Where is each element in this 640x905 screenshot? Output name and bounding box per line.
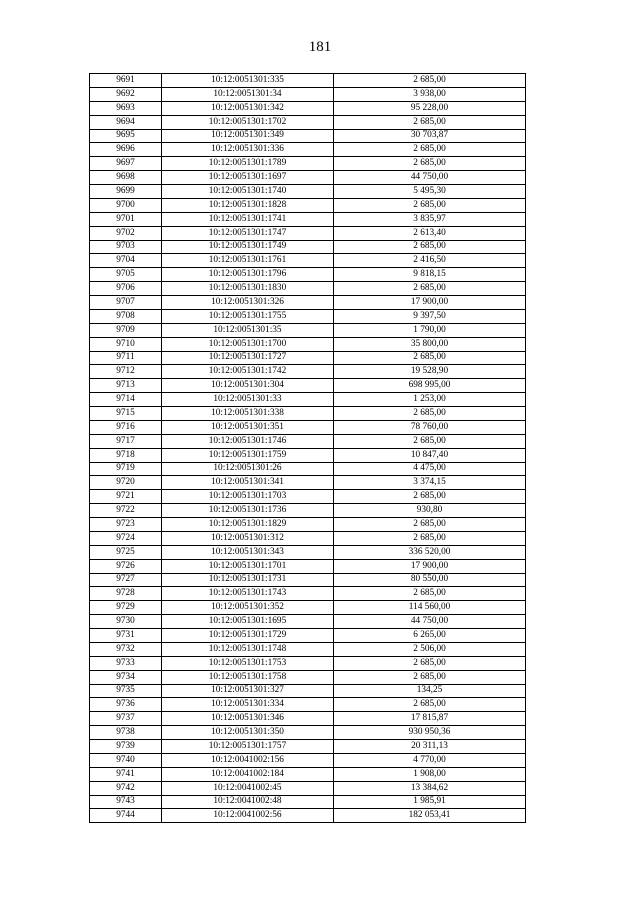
cadastral-value-cell: 114 560,00 bbox=[334, 601, 526, 615]
row-number-cell: 9691 bbox=[90, 74, 162, 88]
cadastral-number-cell: 10:12:0051301:26 bbox=[162, 462, 334, 476]
cadastral-number-cell: 10:12:0051301:1731 bbox=[162, 573, 334, 587]
table-row bbox=[90, 226, 526, 240]
cadastral-number-cell: 10:12:0051301:1727 bbox=[162, 351, 334, 365]
row-number-cell: 9742 bbox=[90, 781, 162, 795]
row-number-cell: 9717 bbox=[90, 434, 162, 448]
table-row bbox=[90, 393, 526, 407]
table-row bbox=[90, 740, 526, 754]
table-row bbox=[90, 684, 526, 698]
table-row bbox=[90, 434, 526, 448]
cadastral-value-cell: 3 835,97 bbox=[334, 212, 526, 226]
row-number-cell: 9740 bbox=[90, 753, 162, 767]
cadastral-value-cell: 19 528,90 bbox=[334, 365, 526, 379]
cadastral-number-cell: 10:12:0051301:341 bbox=[162, 476, 334, 490]
cadastral-number-cell: 10:12:0051301:352 bbox=[162, 601, 334, 615]
cadastral-number-cell: 10:12:0051301:1736 bbox=[162, 504, 334, 518]
cadastral-value-cell: 44 750,00 bbox=[334, 171, 526, 185]
cadastral-value-cell: 4 475,00 bbox=[334, 462, 526, 476]
cadastral-value-cell: 2 685,00 bbox=[334, 434, 526, 448]
cadastral-value-cell: 17 815,87 bbox=[334, 712, 526, 726]
table-row bbox=[90, 157, 526, 171]
table-row bbox=[90, 143, 526, 157]
row-number-cell: 9736 bbox=[90, 698, 162, 712]
row-number-cell: 9695 bbox=[90, 129, 162, 143]
row-number-cell: 9706 bbox=[90, 282, 162, 296]
table-row bbox=[90, 171, 526, 185]
cadastral-number-cell: 10:12:0051301:338 bbox=[162, 407, 334, 421]
row-number-cell: 9697 bbox=[90, 157, 162, 171]
cadastral-number-cell: 10:12:0051301:1697 bbox=[162, 171, 334, 185]
cadastral-value-cell: 2 613,40 bbox=[334, 226, 526, 240]
cadastral-number-cell: 10:12:0051301:1829 bbox=[162, 518, 334, 532]
table-row bbox=[90, 212, 526, 226]
table-row bbox=[90, 351, 526, 365]
cadastral-number-cell: 10:12:0041002:184 bbox=[162, 767, 334, 781]
table-row bbox=[90, 545, 526, 559]
row-number-cell: 9698 bbox=[90, 171, 162, 185]
row-number-cell: 9734 bbox=[90, 670, 162, 684]
table-row bbox=[90, 296, 526, 310]
row-number-cell: 9722 bbox=[90, 504, 162, 518]
table-row bbox=[90, 420, 526, 434]
cadastral-value-cell: 1 908,00 bbox=[334, 767, 526, 781]
cadastral-value-cell: 95 228,00 bbox=[334, 101, 526, 115]
row-number-cell: 9696 bbox=[90, 143, 162, 157]
cadastral-value-cell: 336 520,00 bbox=[334, 545, 526, 559]
table-row bbox=[90, 407, 526, 421]
table-row bbox=[90, 601, 526, 615]
row-number-cell: 9707 bbox=[90, 296, 162, 310]
table-row bbox=[90, 670, 526, 684]
table-row bbox=[90, 115, 526, 129]
cadastral-value-cell: 80 550,00 bbox=[334, 573, 526, 587]
cadastral-number-cell: 10:12:0051301:1701 bbox=[162, 559, 334, 573]
cadastral-number-cell: 10:12:0051301:1702 bbox=[162, 115, 334, 129]
table-row bbox=[90, 656, 526, 670]
cadastral-number-cell: 10:12:0051301:1695 bbox=[162, 615, 334, 629]
table-row bbox=[90, 309, 526, 323]
cadastral-value-cell: 5 495,30 bbox=[334, 185, 526, 199]
row-number-cell: 9744 bbox=[90, 809, 162, 823]
table-row bbox=[90, 379, 526, 393]
row-number-cell: 9724 bbox=[90, 531, 162, 545]
table-row bbox=[90, 753, 526, 767]
row-number-cell: 9709 bbox=[90, 323, 162, 337]
cadastral-value-cell: 2 416,50 bbox=[334, 254, 526, 268]
cadastral-number-cell: 10:12:0051301:1700 bbox=[162, 337, 334, 351]
cadastral-value-cell: 930,80 bbox=[334, 504, 526, 518]
row-number-cell: 9705 bbox=[90, 268, 162, 282]
table-row bbox=[90, 809, 526, 823]
cadastral-value-cell: 2 685,00 bbox=[334, 531, 526, 545]
row-number-cell: 9726 bbox=[90, 559, 162, 573]
cadastral-value-cell: 1 790,00 bbox=[334, 323, 526, 337]
row-number-cell: 9716 bbox=[90, 420, 162, 434]
row-number-cell: 9693 bbox=[90, 101, 162, 115]
table-row bbox=[90, 587, 526, 601]
cadastral-number-cell: 10:12:0051301:350 bbox=[162, 726, 334, 740]
cadastral-number-cell: 10:12:0051301:1758 bbox=[162, 670, 334, 684]
cadastral-value-cell: 35 800,00 bbox=[334, 337, 526, 351]
row-number-cell: 9694 bbox=[90, 115, 162, 129]
row-number-cell: 9704 bbox=[90, 254, 162, 268]
row-number-cell: 9721 bbox=[90, 490, 162, 504]
cadastral-number-cell: 10:12:0051301:1740 bbox=[162, 185, 334, 199]
row-number-cell: 9702 bbox=[90, 226, 162, 240]
cadastral-number-cell: 10:12:0041002:48 bbox=[162, 795, 334, 809]
row-number-cell: 9739 bbox=[90, 740, 162, 754]
cadastral-value-cell: 2 506,00 bbox=[334, 642, 526, 656]
cadastral-value-cell: 134,25 bbox=[334, 684, 526, 698]
row-number-cell: 9712 bbox=[90, 365, 162, 379]
table-row bbox=[90, 462, 526, 476]
cadastral-value-cell: 2 685,00 bbox=[334, 115, 526, 129]
row-number-cell: 9708 bbox=[90, 309, 162, 323]
cadastral-number-cell: 10:12:0051301:351 bbox=[162, 420, 334, 434]
table-row bbox=[90, 531, 526, 545]
table-row bbox=[90, 337, 526, 351]
table-row bbox=[90, 726, 526, 740]
cadastral-value-cell: 2 685,00 bbox=[334, 157, 526, 171]
cadastral-value-cell: 6 265,00 bbox=[334, 629, 526, 643]
table-row bbox=[90, 642, 526, 656]
row-number-cell: 9710 bbox=[90, 337, 162, 351]
cadastral-value-cell: 10 847,40 bbox=[334, 448, 526, 462]
row-number-cell: 9729 bbox=[90, 601, 162, 615]
table-row bbox=[90, 504, 526, 518]
cadastral-number-cell: 10:12:0051301:335 bbox=[162, 74, 334, 88]
table-row bbox=[90, 476, 526, 490]
cadastral-value-cell: 2 685,00 bbox=[334, 407, 526, 421]
cadastral-number-cell: 10:12:0051301:1743 bbox=[162, 587, 334, 601]
cadastral-number-cell: 10:12:0051301:1729 bbox=[162, 629, 334, 643]
row-number-cell: 9732 bbox=[90, 642, 162, 656]
cadastral-number-cell: 10:12:0051301:1755 bbox=[162, 309, 334, 323]
row-number-cell: 9730 bbox=[90, 615, 162, 629]
row-number-cell: 9718 bbox=[90, 448, 162, 462]
cadastral-number-cell: 10:12:0051301:33 bbox=[162, 393, 334, 407]
table-row bbox=[90, 129, 526, 143]
cadastral-number-cell: 10:12:0051301:1746 bbox=[162, 434, 334, 448]
row-number-cell: 9738 bbox=[90, 726, 162, 740]
cadastral-value-cell: 2 685,00 bbox=[334, 656, 526, 670]
row-number-cell: 9715 bbox=[90, 407, 162, 421]
cadastral-number-cell: 10:12:0051301:334 bbox=[162, 698, 334, 712]
row-number-cell: 9741 bbox=[90, 767, 162, 781]
table-row bbox=[90, 490, 526, 504]
table-row bbox=[90, 198, 526, 212]
cadastral-value-cell: 1 985,91 bbox=[334, 795, 526, 809]
cadastral-value-cell: 2 685,00 bbox=[334, 351, 526, 365]
row-number-cell: 9701 bbox=[90, 212, 162, 226]
cadastral-number-cell: 10:12:0051301:304 bbox=[162, 379, 334, 393]
cadastral-number-cell: 10:12:0051301:1761 bbox=[162, 254, 334, 268]
row-number-cell: 9728 bbox=[90, 587, 162, 601]
cadastral-value-cell: 9 818,15 bbox=[334, 268, 526, 282]
table-row bbox=[90, 781, 526, 795]
cadastral-number-cell: 10:12:0051301:1742 bbox=[162, 365, 334, 379]
table-row bbox=[90, 629, 526, 643]
table-row bbox=[90, 240, 526, 254]
table-row bbox=[90, 698, 526, 712]
cadastral-number-cell: 10:12:0051301:342 bbox=[162, 101, 334, 115]
cadastral-value-cell: 2 685,00 bbox=[334, 282, 526, 296]
cadastral-value-cell: 2 685,00 bbox=[334, 143, 526, 157]
cadastral-number-cell: 10:12:0051301:1757 bbox=[162, 740, 334, 754]
cadastral-value-cell: 3 938,00 bbox=[334, 87, 526, 101]
row-number-cell: 9731 bbox=[90, 629, 162, 643]
table-row bbox=[90, 101, 526, 115]
cadastral-number-cell: 10:12:0041002:56 bbox=[162, 809, 334, 823]
cadastral-value-cell: 182 053,41 bbox=[334, 809, 526, 823]
table-body bbox=[90, 74, 526, 823]
cadastral-number-cell: 10:12:0051301:1748 bbox=[162, 642, 334, 656]
cadastral-value-cell: 2 685,00 bbox=[334, 198, 526, 212]
cadastral-number-cell: 10:12:0051301:1828 bbox=[162, 198, 334, 212]
cadastral-number-cell: 10:12:0051301:1749 bbox=[162, 240, 334, 254]
cadastral-number-cell: 10:12:0041002:45 bbox=[162, 781, 334, 795]
cadastral-value-cell: 13 384,62 bbox=[334, 781, 526, 795]
cadastral-value-table bbox=[89, 73, 526, 823]
row-number-cell: 9743 bbox=[90, 795, 162, 809]
cadastral-number-cell: 10:12:0051301:1703 bbox=[162, 490, 334, 504]
table-row bbox=[90, 615, 526, 629]
row-number-cell: 9733 bbox=[90, 656, 162, 670]
cadastral-number-cell: 10:12:0051301:1830 bbox=[162, 282, 334, 296]
page-number: 181 bbox=[308, 39, 332, 55]
table-row bbox=[90, 87, 526, 101]
cadastral-value-cell: 2 685,00 bbox=[334, 490, 526, 504]
table-row bbox=[90, 767, 526, 781]
cadastral-number-cell: 10:12:0041002:156 bbox=[162, 753, 334, 767]
cadastral-value-cell: 2 685,00 bbox=[334, 698, 526, 712]
table-row bbox=[90, 74, 526, 88]
cadastral-number-cell: 10:12:0051301:336 bbox=[162, 143, 334, 157]
cadastral-number-cell: 10:12:0051301:1741 bbox=[162, 212, 334, 226]
cadastral-value-cell: 2 685,00 bbox=[334, 240, 526, 254]
cadastral-value-cell: 44 750,00 bbox=[334, 615, 526, 629]
table-row bbox=[90, 518, 526, 532]
row-number-cell: 9725 bbox=[90, 545, 162, 559]
cadastral-number-cell: 10:12:0051301:1796 bbox=[162, 268, 334, 282]
table-row bbox=[90, 795, 526, 809]
table-row bbox=[90, 559, 526, 573]
table-row bbox=[90, 185, 526, 199]
table-row bbox=[90, 573, 526, 587]
table-row bbox=[90, 365, 526, 379]
cadastral-number-cell: 10:12:0051301:1747 bbox=[162, 226, 334, 240]
cadastral-value-cell: 1 253,00 bbox=[334, 393, 526, 407]
row-number-cell: 9735 bbox=[90, 684, 162, 698]
cadastral-value-cell: 3 374,15 bbox=[334, 476, 526, 490]
cadastral-value-cell: 78 760,00 bbox=[334, 420, 526, 434]
cadastral-value-cell: 17 900,00 bbox=[334, 559, 526, 573]
table-row bbox=[90, 282, 526, 296]
cadastral-value-cell: 30 703,87 bbox=[334, 129, 526, 143]
cadastral-number-cell: 10:12:0051301:346 bbox=[162, 712, 334, 726]
cadastral-number-cell: 10:12:0051301:312 bbox=[162, 531, 334, 545]
row-number-cell: 9700 bbox=[90, 198, 162, 212]
table-row bbox=[90, 448, 526, 462]
table-row bbox=[90, 268, 526, 282]
table-row bbox=[90, 712, 526, 726]
cadastral-number-cell: 10:12:0051301:343 bbox=[162, 545, 334, 559]
cadastral-number-cell: 10:12:0051301:35 bbox=[162, 323, 334, 337]
cadastral-number-cell: 10:12:0051301:326 bbox=[162, 296, 334, 310]
row-number-cell: 9713 bbox=[90, 379, 162, 393]
cadastral-value-cell: 4 770,00 bbox=[334, 753, 526, 767]
row-number-cell: 9737 bbox=[90, 712, 162, 726]
row-number-cell: 9714 bbox=[90, 393, 162, 407]
cadastral-value-cell: 2 685,00 bbox=[334, 74, 526, 88]
row-number-cell: 9711 bbox=[90, 351, 162, 365]
cadastral-number-cell: 10:12:0051301:1759 bbox=[162, 448, 334, 462]
cadastral-value-cell: 2 685,00 bbox=[334, 670, 526, 684]
table-row bbox=[90, 254, 526, 268]
cadastral-value-cell: 20 311,13 bbox=[334, 740, 526, 754]
row-number-cell: 9692 bbox=[90, 87, 162, 101]
row-number-cell: 9703 bbox=[90, 240, 162, 254]
cadastral-number-cell: 10:12:0051301:349 bbox=[162, 129, 334, 143]
cadastral-value-cell: 2 685,00 bbox=[334, 518, 526, 532]
row-number-cell: 9719 bbox=[90, 462, 162, 476]
row-number-cell: 9720 bbox=[90, 476, 162, 490]
cadastral-value-cell: 17 900,00 bbox=[334, 296, 526, 310]
row-number-cell: 9699 bbox=[90, 185, 162, 199]
cadastral-number-cell: 10:12:0051301:1789 bbox=[162, 157, 334, 171]
cadastral-number-cell: 10:12:0051301:327 bbox=[162, 684, 334, 698]
row-number-cell: 9727 bbox=[90, 573, 162, 587]
cadastral-number-cell: 10:12:0051301:1753 bbox=[162, 656, 334, 670]
table-row bbox=[90, 323, 526, 337]
cadastral-number-cell: 10:12:0051301:34 bbox=[162, 87, 334, 101]
cadastral-value-cell: 698 995,00 bbox=[334, 379, 526, 393]
cadastral-value-cell: 930 950,36 bbox=[334, 726, 526, 740]
cadastral-value-cell: 2 685,00 bbox=[334, 587, 526, 601]
row-number-cell: 9723 bbox=[90, 518, 162, 532]
cadastral-value-cell: 9 397,50 bbox=[334, 309, 526, 323]
